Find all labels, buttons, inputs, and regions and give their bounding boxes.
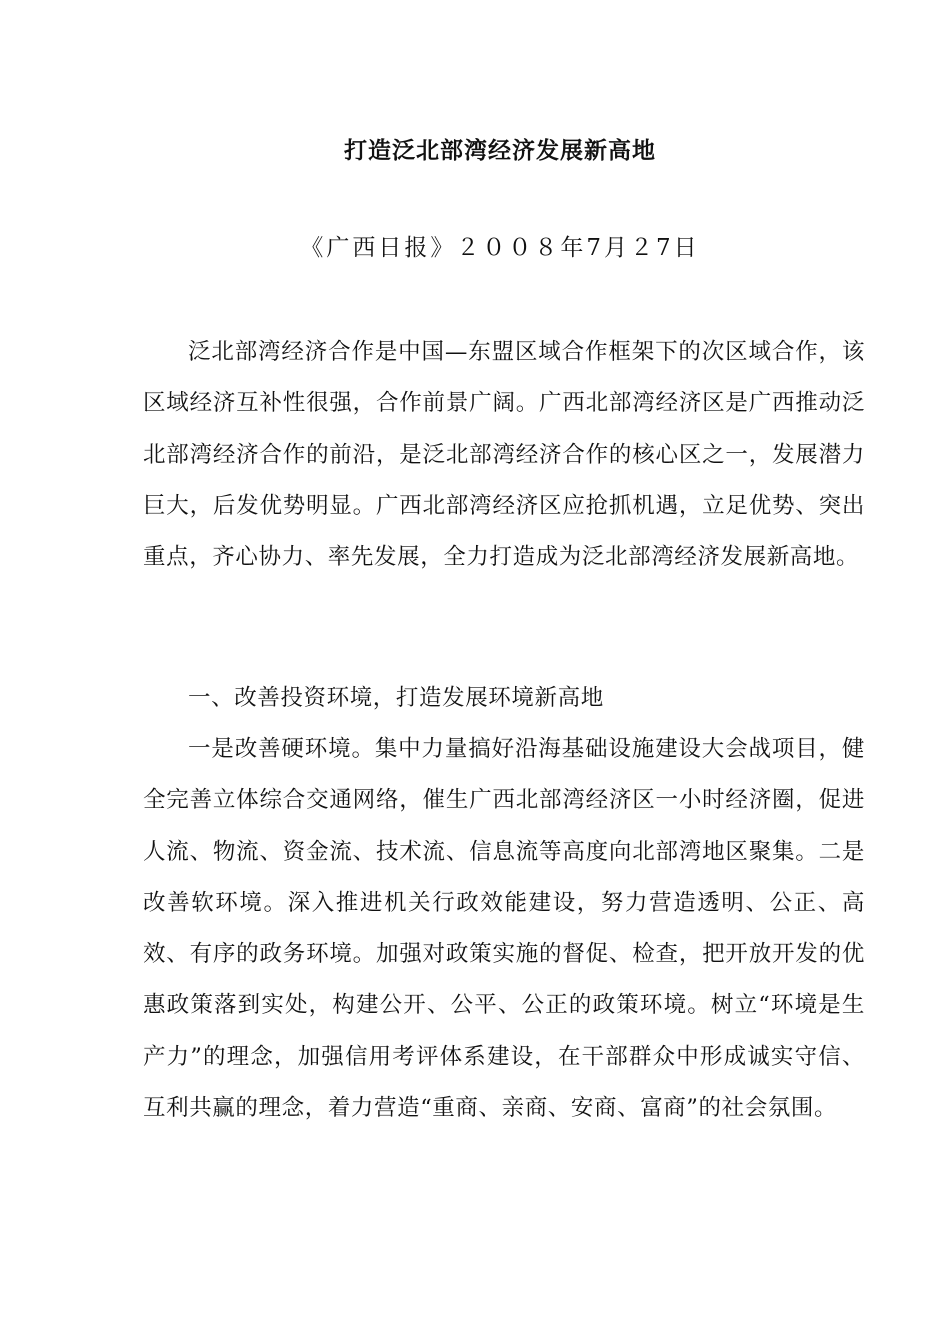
intro-paragraph: 泛北部湾经济合作是中国—东盟区域合作框架下的次区域合作，该区域经济互补性很强，合作前景广阔。广西北部湾经济区是广西推动泛北部湾经济合作的前沿，是泛北部湾经济合作的核心区之一，发展潜力巨大，后发优势明显。广西北部湾经济区应抢抓机遇，立足优势、突出重点，齐心协力、率先发展，全力打造成为泛北部湾经济发展新高地。 xyxy=(143,339,865,571)
source-line: 《广西日报》２００８年7月２7日 xyxy=(300,235,700,261)
document-title: 打造泛北部湾经济发展新高地 xyxy=(344,137,656,164)
section-paragraph: 一是改善硬环境。集中力量搞好沿海基础设施建设大会战项目，健全完善立体综合交通网络，催生广西北部湾经济区一小时经济圈，促进人流、物流、资金流、技术流、信息流等高度向北部湾地区聚集。二是改善软环境。深入推进机关行政效能建设，努力营造透明、公正、高效、有序的政务环境。加强对政策实施的督促、检查，把开放开发的优惠政策落到实处，构建公开、公平、公正的政策环境。树立“环境是生产力”的理念，加强信用考评体系建设，在干部群众中形成诚实守信、互利共赢的理念，着力营造“重商、亲商、安商、富商”的社会氛围。 xyxy=(143,736,865,1122)
section-heading: 一、改善投资环境，打造发展环境新高地 xyxy=(188,685,604,711)
